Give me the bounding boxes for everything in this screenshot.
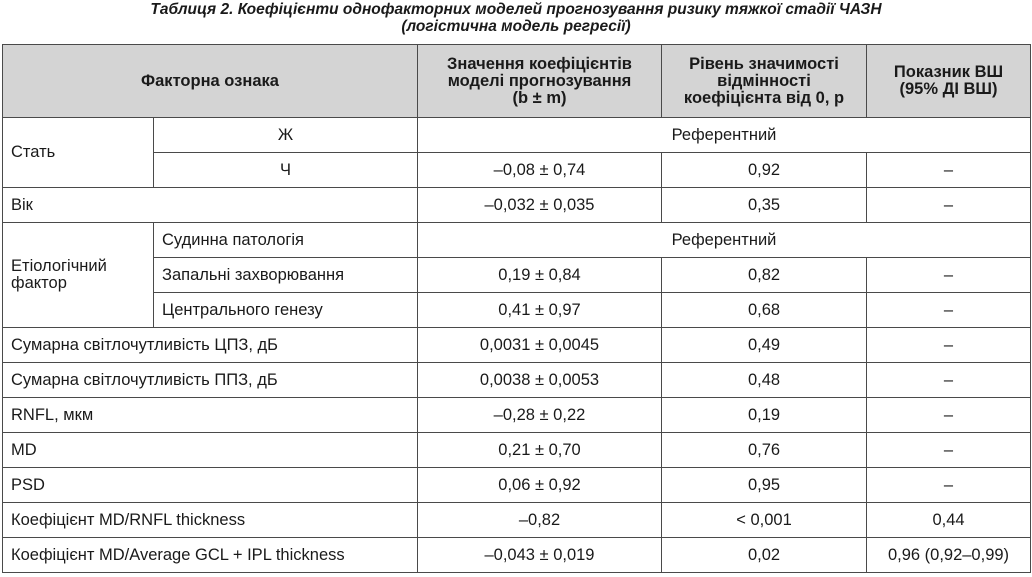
- table-row: [3, 188, 1031, 223]
- table-row: [3, 293, 1031, 328]
- sub-label: Ж: [154, 118, 418, 153]
- table-row: [3, 223, 1031, 258]
- table-row: [3, 258, 1031, 293]
- row-label-rnfl: RNFL, мкм: [3, 398, 418, 433]
- odds-ratio-cell: –: [867, 468, 1031, 503]
- header-odds-ratio: [867, 45, 1031, 118]
- odds-ratio-cell: –: [867, 153, 1031, 188]
- p-value-cell: 0,92: [662, 153, 867, 188]
- odds-ratio-cell: –: [867, 328, 1031, 363]
- coefficient-cell: –0,28 ± 0,22: [418, 398, 662, 433]
- reference-cell: Референтний: [418, 223, 1031, 258]
- header-coefficient-line: моделі прогнозування: [447, 71, 632, 90]
- row-label-etiology: [3, 223, 154, 328]
- row-label-ppz: Сумарна світлочутливість ППЗ, дБ: [3, 363, 418, 398]
- odds-ratio-cell: –: [867, 188, 1031, 223]
- row-label-sex: Стать: [3, 118, 154, 188]
- p-value-cell: 0,02: [662, 538, 867, 573]
- header-coefficient-line: Значення коефіцієнтів: [447, 54, 632, 73]
- odds-ratio-cell: 0,44: [867, 503, 1031, 538]
- coefficient-cell: 0,0038 ± 0,0053: [418, 363, 662, 398]
- p-value-cell: 0,76: [662, 433, 867, 468]
- coefficient-cell: –0,032 ± 0,035: [418, 188, 662, 223]
- coefficient-cell: –0,08 ± 0,74: [418, 153, 662, 188]
- p-value-cell: 0,68: [662, 293, 867, 328]
- header-row: [3, 45, 1031, 118]
- p-value-cell: 0,82: [662, 258, 867, 293]
- coefficient-cell: 0,06 ± 0,92: [418, 468, 662, 503]
- odds-ratio-cell: –: [867, 258, 1031, 293]
- odds-ratio-cell: –: [867, 363, 1031, 398]
- odds-ratio-cell: –: [867, 293, 1031, 328]
- reference-cell: Референтний: [418, 118, 1031, 153]
- table-row: [3, 118, 1031, 153]
- header-significance-line: коефіцієнта від 0, р: [683, 88, 845, 107]
- table-row: [3, 153, 1031, 188]
- coefficient-cell: –0,82: [418, 503, 662, 538]
- header-odds-ratio-line: Показник ВШ: [893, 63, 1004, 81]
- row-label-cpz: Сумарна світлочутливість ЦПЗ, дБ: [3, 328, 418, 363]
- caption-title: Таблиця 2. Коефіцієнти однофакторних моделей прогнозування ризику тяжкої стадії ЧАЗН: [150, 1, 882, 18]
- coefficients-table: [2, 44, 1031, 573]
- table-row: [3, 468, 1031, 503]
- row-label-md: MD: [3, 433, 418, 468]
- row-label-etiology-line: Етіологічний: [11, 257, 107, 275]
- odds-ratio-cell: 0,96 (0,92–0,99): [867, 538, 1031, 573]
- sub-label: Центрального генезу: [154, 293, 418, 328]
- p-value-cell: 0,48: [662, 363, 867, 398]
- odds-ratio-cell: –: [867, 433, 1031, 468]
- sub-label: Ч: [154, 153, 418, 188]
- header-coefficient: [418, 45, 662, 118]
- table-row: [3, 363, 1031, 398]
- header-significance-line: відмінності: [717, 71, 811, 90]
- row-label-md-gcl: Коефіцієнт MD/Average GCL + IPL thickness: [3, 538, 418, 573]
- header-odds-ratio-line: (95% ДІ ВШ): [899, 80, 998, 98]
- row-label-md-rnfl: Коефіцієнт MD/RNFL thickness: [3, 503, 418, 538]
- header-coefficient-line: (b ± m): [512, 88, 567, 107]
- row-label-etiology-line: фактор: [11, 274, 67, 292]
- p-value-cell: 0,35: [662, 188, 867, 223]
- table-row: [3, 503, 1031, 538]
- header-factor: Факторна ознака: [3, 45, 418, 118]
- coefficient-cell: 0,41 ± 0,97: [418, 293, 662, 328]
- coefficient-cell: 0,21 ± 0,70: [418, 433, 662, 468]
- p-value-cell: 0,95: [662, 468, 867, 503]
- p-value-cell: < 0,001: [662, 503, 867, 538]
- table-row: [3, 398, 1031, 433]
- row-label-age: Вік: [3, 188, 418, 223]
- header-significance-line: Рівень значимості: [689, 54, 839, 73]
- row-label-psd: PSD: [3, 468, 418, 503]
- coefficient-cell: –0,043 ± 0,019: [418, 538, 662, 573]
- table-row: [3, 433, 1031, 468]
- coefficient-cell: 0,19 ± 0,84: [418, 258, 662, 293]
- table-row: [3, 328, 1031, 363]
- coefficient-cell: 0,0031 ± 0,0045: [418, 328, 662, 363]
- odds-ratio-cell: –: [867, 398, 1031, 433]
- table-row: [3, 538, 1031, 573]
- caption-subtitle: (логістична модель регресії): [401, 18, 631, 35]
- p-value-cell: 0,19: [662, 398, 867, 433]
- sub-label: Судинна патологія: [154, 223, 418, 258]
- header-significance: [662, 45, 867, 118]
- p-value-cell: 0,49: [662, 328, 867, 363]
- sub-label: Запальні захворювання: [154, 258, 418, 293]
- table-caption: [0, 0, 1032, 41]
